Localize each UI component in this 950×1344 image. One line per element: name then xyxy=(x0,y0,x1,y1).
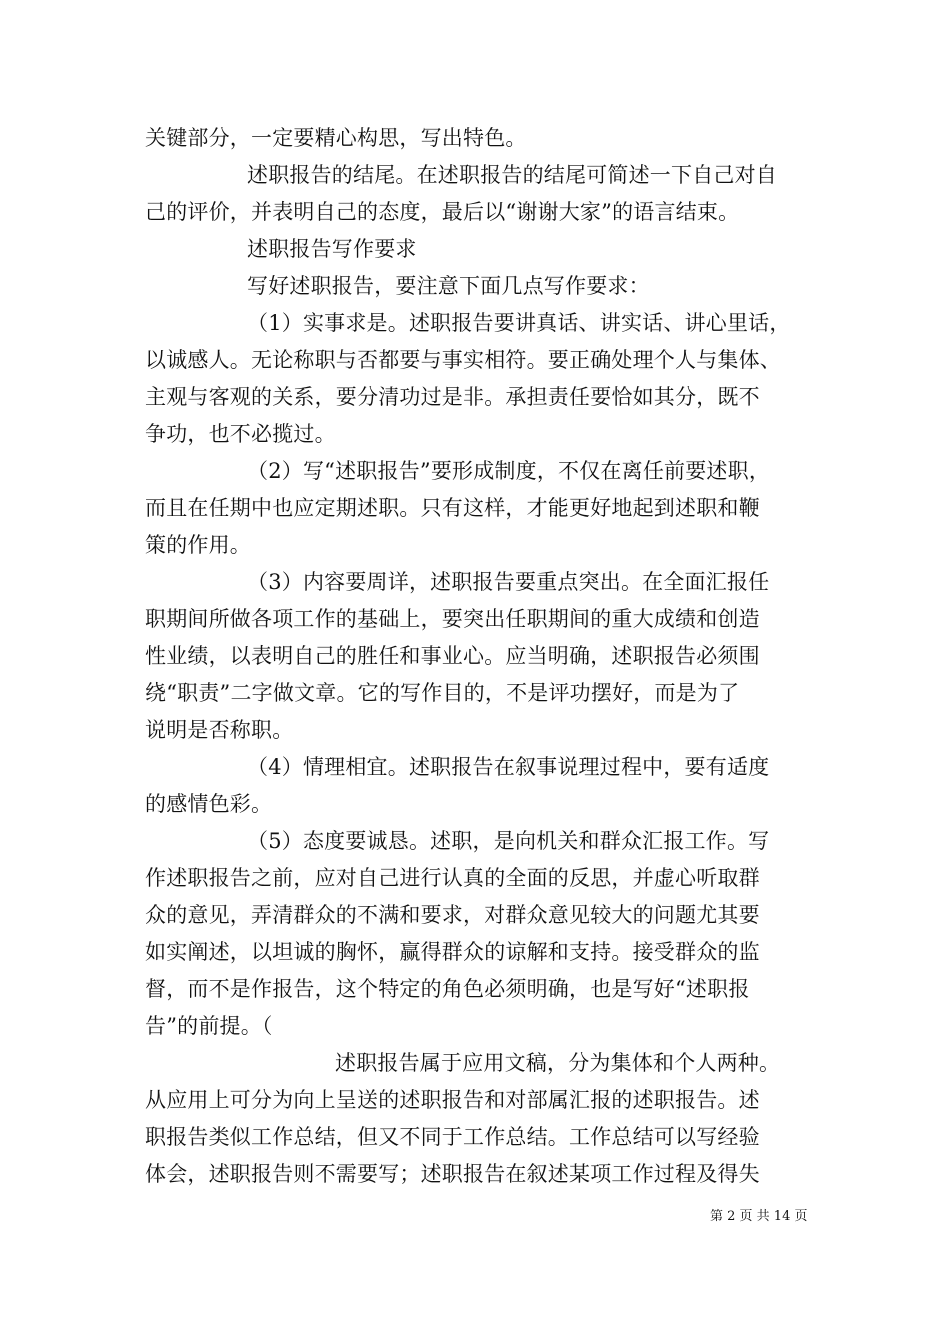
text-line: 主观与客观的关系，要分清功过是非。承担责任要恰如其分，既不 xyxy=(145,385,760,409)
text-line: 作述职报告之前，应对自己进行认真的全面的反思，并虚心听取群 xyxy=(145,866,760,890)
text-line: 告”的前提。（ xyxy=(145,1014,273,1038)
text-line: 职报告类似工作总结，但又不同于工作总结。工作总结可以写经验 xyxy=(145,1125,760,1149)
text-line: 述职报告的结尾。在述职报告的结尾可简述一下自己对自 xyxy=(247,163,777,187)
text-line: 如实阐述，以坦诚的胸怀，赢得群众的谅解和支持。接受群众的监 xyxy=(145,940,760,964)
text-line: 的感情色彩。 xyxy=(145,792,273,816)
text-line: 性业绩，以表明自己的胜任和事业心。应当明确，述职报告必须围 xyxy=(145,644,760,668)
text-line: 以诚感人。无论称职与否都要与事实相符。要正确处理个人与集体、 xyxy=(145,348,781,372)
text-line: 写好述职报告，要注意下面几点写作要求： xyxy=(247,274,650,298)
text-line: 争功，也不必揽过。 xyxy=(145,422,336,446)
page-number-footer: 第 2 页 共 14 页 xyxy=(710,1209,808,1224)
text-line: 说明是否称职。 xyxy=(145,718,294,742)
text-line: 述职报告属于应用文稿，分为集体和个人两种。 xyxy=(335,1051,781,1075)
text-line: 从应用上可分为向上呈送的述职报告和对部属汇报的述职报告。述 xyxy=(145,1088,760,1112)
section-heading: 述职报告写作要求 xyxy=(247,237,417,261)
text-line: 体会，述职报告则不需要写；述职报告在叙述某项工作过程及得失 xyxy=(145,1162,760,1186)
text-line: 督，而不是作报告，这个特定的角色必须明确，也是写好“述职报 xyxy=(145,977,750,1001)
text-line: （2）写“述职报告”要形成制度，不仅在离任前要述职， xyxy=(247,459,771,483)
text-line: （4）情理相宜。述职报告在叙事说理过程中，要有适度 xyxy=(247,755,770,779)
text-line: （5）态度要诚恳。述职，是向机关和群众汇报工作。写 xyxy=(247,829,770,853)
text-line: （1）实事求是。述职报告要讲真话、讲实话、讲心里话， xyxy=(247,311,791,335)
text-line: 关键部分，一定要精心构思，写出特色。 xyxy=(145,126,527,150)
text-line: 策的作用。 xyxy=(145,533,251,557)
text-line: （3）内容要周详，述职报告要重点突出。在全面汇报任 xyxy=(247,570,770,594)
text-line: 而且在任期中也应定期述职。只有这样，才能更好地起到述职和鞭 xyxy=(145,496,760,520)
text-line: 己的评价，并表明自己的态度，最后以“谢谢大家”的语言结束。 xyxy=(145,200,740,224)
text-line: 众的意见，弄清群众的不满和要求，对群众意见较大的问题尤其要 xyxy=(145,903,760,927)
text-line: 职期间所做各项工作的基础上，要突出任职期间的重大成绩和创造 xyxy=(145,607,760,631)
text-line: 绕“职责”二字做文章。它的写作目的，不是评功摆好，而是为了 xyxy=(145,681,740,705)
